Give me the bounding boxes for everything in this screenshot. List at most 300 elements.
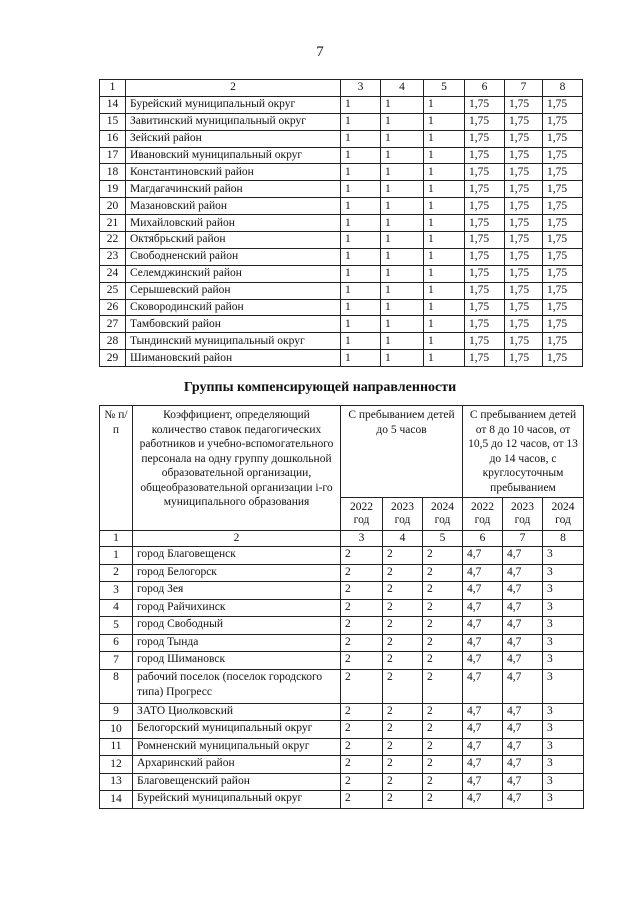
coefficient-value: 1 — [341, 215, 381, 232]
coefficient-value: 1,75 — [465, 215, 505, 232]
coefficient-value: 1,75 — [465, 198, 505, 215]
coefficient-value: 4,7 — [503, 617, 543, 635]
coefficient-value: 2 — [341, 738, 383, 756]
coefficient-value: 1 — [381, 164, 424, 181]
table-row — [100, 738, 584, 756]
coefficient-value: 4,7 — [503, 703, 543, 721]
row-number: 14 — [100, 96, 126, 113]
coefficient-value: 2 — [383, 564, 423, 582]
municipality-name: город Благовещенск — [133, 547, 341, 565]
header-year: 2024 год — [423, 498, 463, 531]
coefficient-value: 2 — [423, 756, 463, 774]
compensatory-groups-table — [99, 405, 584, 809]
coefficient-value: 4,7 — [463, 582, 503, 600]
coefficient-value: 2 — [383, 652, 423, 670]
coefficient-value: 2 — [423, 721, 463, 739]
table-row — [100, 130, 583, 147]
coefficient-value: 1,75 — [465, 113, 505, 130]
header-index-row — [100, 80, 583, 97]
coefficient-value: 4,7 — [503, 582, 543, 600]
row-number: 3 — [100, 582, 133, 600]
municipality-name: Завитинский муниципальный округ — [126, 113, 341, 130]
coefficient-value: 3 — [543, 564, 584, 582]
coefficient-value: 1 — [424, 248, 465, 265]
coefficient-value: 1,75 — [505, 147, 543, 164]
coefficient-value: 1 — [424, 282, 465, 299]
header-year: 2022 год — [341, 498, 383, 531]
coefficient-value: 2 — [423, 617, 463, 635]
coefficient-value: 1 — [381, 113, 424, 130]
coefficient-value: 1,75 — [505, 282, 543, 299]
coefficient-value: 4,7 — [463, 547, 503, 565]
coefficient-value: 2 — [423, 791, 463, 809]
row-number: 2 — [100, 564, 133, 582]
coefficient-value: 1 — [341, 333, 381, 350]
municipality-name: Константиновский район — [126, 164, 341, 181]
column-index: 5 — [424, 80, 465, 97]
table-row — [100, 773, 584, 791]
column-index: 1 — [100, 80, 126, 97]
row-number: 29 — [100, 350, 126, 367]
coefficient-value: 1,75 — [465, 232, 505, 249]
coefficient-value: 4,7 — [503, 564, 543, 582]
coefficient-value: 4,7 — [503, 773, 543, 791]
column-index: 5 — [423, 531, 463, 547]
coefficient-value: 4,7 — [463, 634, 503, 652]
coefficient-value: 1 — [341, 113, 381, 130]
coefficient-value: 1,75 — [543, 113, 583, 130]
coefficient-value: 1 — [341, 248, 381, 265]
coefficient-value: 1 — [381, 282, 424, 299]
municipality-name: Ивановский муниципальный округ — [126, 147, 341, 164]
row-number: 27 — [100, 316, 126, 333]
coefficient-value: 1 — [381, 299, 424, 316]
coefficient-value: 1 — [424, 350, 465, 367]
column-index: 1 — [100, 531, 133, 547]
table-row — [100, 282, 583, 299]
row-number: 19 — [100, 181, 126, 198]
coefficient-value: 1,75 — [505, 130, 543, 147]
coefficient-value: 4,7 — [503, 547, 543, 565]
coefficient-value: 1,75 — [505, 164, 543, 181]
coefficient-value: 2 — [341, 756, 383, 774]
coefficient-value: 2 — [383, 773, 423, 791]
coefficient-value: 1 — [424, 164, 465, 181]
table-row — [100, 634, 584, 652]
table-row — [100, 350, 583, 367]
coefficient-value: 2 — [423, 599, 463, 617]
coefficient-value: 4,7 — [463, 738, 503, 756]
column-index: 4 — [381, 80, 424, 97]
column-index: 3 — [341, 80, 381, 97]
coefficient-value: 4,7 — [503, 652, 543, 670]
municipality-name: Благовещенский район — [133, 773, 341, 791]
coefficient-value: 1,75 — [505, 248, 543, 265]
municipality-name: Мазановский район — [126, 198, 341, 215]
coefficient-value: 1,75 — [465, 181, 505, 198]
coefficient-value: 4,7 — [503, 721, 543, 739]
coefficient-value: 1,75 — [465, 130, 505, 147]
row-number: 12 — [100, 756, 133, 774]
municipality-name: Бурейский муниципальный округ — [126, 96, 341, 113]
table-row — [100, 599, 584, 617]
coefficient-value: 1 — [424, 299, 465, 316]
coefficient-value: 2 — [341, 721, 383, 739]
coefficient-value: 1,75 — [465, 164, 505, 181]
coefficient-value: 3 — [543, 547, 584, 565]
coefficient-value: 3 — [543, 773, 584, 791]
header-year: 2024 год — [543, 498, 584, 531]
coefficient-value: 2 — [341, 791, 383, 809]
coefficient-value: 1 — [424, 96, 465, 113]
header-index-row — [100, 531, 584, 547]
coefficient-value: 1,75 — [543, 316, 583, 333]
coefficient-value: 2 — [341, 669, 383, 703]
coefficient-value: 1 — [341, 164, 381, 181]
header-group-long-stay: С пребыванием детей от 8 до 10 часов, от 10,5 до 12 часов, от 13 до 14 часов, с круглосуточным пребыванием — [463, 406, 584, 498]
coefficient-value: 2 — [383, 582, 423, 600]
coefficient-value: 1 — [381, 96, 424, 113]
coefficient-value: 1,75 — [543, 198, 583, 215]
column-index: 7 — [503, 531, 543, 547]
row-number: 11 — [100, 738, 133, 756]
row-number: 15 — [100, 113, 126, 130]
header-coefficient: Коэффициент, определяющий количество ставок педагогических работников и учебно-вспомогательного персонала на одну группу дошкольной образовательной организации, общеобразовательной организации i-го муниципального образования — [133, 406, 341, 531]
header-year: 2022 год — [463, 498, 503, 531]
municipality-name: ЗАТО Циолковский — [133, 703, 341, 721]
coefficient-value: 2 — [341, 547, 383, 565]
municipality-name: Тамбовский район — [126, 316, 341, 333]
coefficient-value: 3 — [543, 617, 584, 635]
coefficient-value: 4,7 — [503, 599, 543, 617]
municipality-name: Сковородинский район — [126, 299, 341, 316]
municipality-name: Магдагачинский район — [126, 181, 341, 198]
coefficient-value: 1 — [381, 130, 424, 147]
municipality-name: Селемджинский район — [126, 265, 341, 282]
coefficient-value: 1,75 — [465, 316, 505, 333]
coefficient-value: 2 — [423, 564, 463, 582]
coefficient-value: 1 — [381, 215, 424, 232]
municipality-name: Тындинский муниципальный округ — [126, 333, 341, 350]
coefficient-value: 1 — [341, 147, 381, 164]
coefficient-value: 1 — [341, 96, 381, 113]
coefficient-value: 1,75 — [465, 96, 505, 113]
coefficient-value: 2 — [423, 547, 463, 565]
coefficient-value: 1,75 — [543, 265, 583, 282]
column-index: 3 — [341, 531, 383, 547]
municipality-name: Михайловский район — [126, 215, 341, 232]
column-index: 7 — [505, 80, 543, 97]
coefficient-value: 1 — [381, 147, 424, 164]
coefficient-value: 1,75 — [505, 232, 543, 249]
column-index: 8 — [543, 531, 584, 547]
coefficient-value: 2 — [341, 564, 383, 582]
coefficient-value: 3 — [543, 599, 584, 617]
coefficient-value: 1,75 — [543, 130, 583, 147]
coefficient-value: 1,75 — [505, 316, 543, 333]
coefficient-value: 3 — [543, 791, 584, 809]
coefficient-value: 1,75 — [465, 248, 505, 265]
municipality-name: город Зея — [133, 582, 341, 600]
row-number: 26 — [100, 299, 126, 316]
municipality-name: Ромненский муниципальный округ — [133, 738, 341, 756]
row-number: 14 — [100, 791, 133, 809]
coefficient-value: 2 — [423, 582, 463, 600]
coefficient-value: 1 — [341, 232, 381, 249]
column-index: 8 — [543, 80, 583, 97]
coefficient-value: 4,7 — [463, 756, 503, 774]
municipality-name: Свободненский район — [126, 248, 341, 265]
municipality-name: город Свободный — [133, 617, 341, 635]
coefficient-value: 1,75 — [505, 96, 543, 113]
table-row — [100, 232, 583, 249]
coefficient-value: 2 — [383, 634, 423, 652]
coefficient-value: 2 — [383, 738, 423, 756]
row-number: 4 — [100, 599, 133, 617]
municipality-name: Октябрьский район — [126, 232, 341, 249]
row-number: 23 — [100, 248, 126, 265]
table-row — [100, 147, 583, 164]
municipality-name: Серышевский район — [126, 282, 341, 299]
header-year: 2023 год — [503, 498, 543, 531]
table-row — [100, 265, 583, 282]
row-number: 18 — [100, 164, 126, 181]
coefficient-value: 2 — [383, 721, 423, 739]
row-number: 8 — [100, 669, 133, 703]
coefficient-value: 2 — [423, 738, 463, 756]
coefficient-value: 4,7 — [463, 773, 503, 791]
coefficient-value: 1 — [341, 282, 381, 299]
coefficient-value: 3 — [543, 582, 584, 600]
coefficient-value: 4,7 — [463, 703, 503, 721]
table-row — [100, 669, 584, 703]
coefficient-value: 1 — [341, 198, 381, 215]
coefficient-value: 4,7 — [463, 791, 503, 809]
table-row — [100, 299, 583, 316]
municipality-name: Белогорский муниципальный округ — [133, 721, 341, 739]
municipality-name: Зейский район — [126, 130, 341, 147]
row-number: 9 — [100, 703, 133, 721]
coefficient-value: 1 — [341, 265, 381, 282]
section-title: Группы компенсирующей направленности — [183, 380, 457, 395]
coefficient-value: 2 — [383, 756, 423, 774]
coefficient-value: 3 — [543, 738, 584, 756]
coefficient-value: 1 — [424, 130, 465, 147]
municipality-name: рабочий поселок (поселок городского типа) Прогресс — [133, 669, 341, 703]
coefficient-value: 1 — [381, 181, 424, 198]
coefficient-value: 2 — [341, 634, 383, 652]
table-row — [100, 333, 583, 350]
coefficient-value: 1,75 — [543, 96, 583, 113]
table-row — [100, 564, 584, 582]
coefficient-value: 1,75 — [543, 282, 583, 299]
coefficient-value: 1,75 — [543, 147, 583, 164]
coefficient-value: 2 — [423, 634, 463, 652]
coefficient-value: 2 — [423, 773, 463, 791]
coefficient-value: 1,75 — [505, 265, 543, 282]
municipality-name: Шимановский район — [126, 350, 341, 367]
coefficient-value: 1,75 — [543, 248, 583, 265]
coefficient-value: 4,7 — [463, 617, 503, 635]
page-number: 7 — [316, 44, 324, 60]
coefficient-value: 1 — [424, 113, 465, 130]
coefficient-value: 4,7 — [503, 634, 543, 652]
coefficient-value: 2 — [341, 599, 383, 617]
coefficient-value: 1 — [381, 350, 424, 367]
row-number: 6 — [100, 634, 133, 652]
table-row — [100, 316, 583, 333]
coefficient-value: 1 — [424, 215, 465, 232]
coefficient-value: 4,7 — [503, 791, 543, 809]
row-number: 7 — [100, 652, 133, 670]
coefficient-value: 1 — [381, 333, 424, 350]
coefficient-value: 1 — [424, 147, 465, 164]
table-row — [100, 215, 583, 232]
table-row — [100, 181, 583, 198]
coefficient-value: 4,7 — [463, 652, 503, 670]
coefficient-value: 4,7 — [463, 564, 503, 582]
coefficient-value: 1,75 — [465, 350, 505, 367]
coefficient-value: 1,75 — [505, 333, 543, 350]
coefficient-value: 1 — [424, 181, 465, 198]
table-row — [100, 791, 584, 809]
header-number: № п/п — [100, 406, 133, 531]
coefficient-value: 1,75 — [465, 299, 505, 316]
row-number: 5 — [100, 617, 133, 635]
coefficient-value: 1,75 — [543, 181, 583, 198]
row-number: 17 — [100, 147, 126, 164]
coefficient-value: 1,75 — [543, 164, 583, 181]
coefficient-value: 3 — [543, 652, 584, 670]
coefficient-value: 4,7 — [503, 756, 543, 774]
coefficient-value: 2 — [423, 703, 463, 721]
coefficient-value: 1 — [341, 130, 381, 147]
coefficient-value: 1,75 — [505, 113, 543, 130]
row-number: 13 — [100, 773, 133, 791]
coefficient-value: 3 — [543, 721, 584, 739]
coefficient-value: 2 — [341, 652, 383, 670]
coefficient-value: 4,7 — [463, 721, 503, 739]
coefficient-value: 4,7 — [463, 669, 503, 703]
coefficient-value: 1 — [381, 248, 424, 265]
coefficient-value: 1 — [341, 299, 381, 316]
coefficients-table-continued — [99, 79, 583, 367]
table-row — [100, 703, 584, 721]
coefficient-value: 2 — [341, 703, 383, 721]
coefficient-value: 1,75 — [505, 215, 543, 232]
table-row — [100, 582, 584, 600]
coefficient-value: 1,75 — [465, 282, 505, 299]
row-number: 1 — [100, 547, 133, 565]
coefficient-value: 2 — [383, 703, 423, 721]
table-row — [100, 756, 584, 774]
coefficient-value: 1 — [424, 316, 465, 333]
coefficient-value: 1,75 — [543, 215, 583, 232]
header-group-under-5h: С пребыванием детей до 5 часов — [341, 406, 463, 498]
coefficient-value: 1 — [424, 333, 465, 350]
coefficient-value: 2 — [341, 582, 383, 600]
coefficient-value: 2 — [423, 669, 463, 703]
coefficient-value: 2 — [383, 599, 423, 617]
table-row — [100, 198, 583, 215]
municipality-name: Бурейский муниципальный округ — [133, 791, 341, 809]
coefficient-value: 1,75 — [465, 147, 505, 164]
municipality-name: Архаринский район — [133, 756, 341, 774]
coefficient-value: 3 — [543, 634, 584, 652]
coefficient-value: 1 — [424, 232, 465, 249]
table-row — [100, 96, 583, 113]
coefficient-value: 1,75 — [543, 299, 583, 316]
table-row — [100, 721, 584, 739]
row-number: 20 — [100, 198, 126, 215]
coefficient-value: 1 — [424, 265, 465, 282]
coefficient-value: 1 — [341, 350, 381, 367]
header-year: 2023 год — [383, 498, 423, 531]
coefficient-value: 1,75 — [505, 181, 543, 198]
table-row — [100, 617, 584, 635]
coefficient-value: 1 — [341, 316, 381, 333]
row-number: 25 — [100, 282, 126, 299]
coefficient-value: 1 — [381, 316, 424, 333]
row-number: 16 — [100, 130, 126, 147]
coefficient-value: 1,75 — [543, 350, 583, 367]
coefficient-value: 2 — [423, 652, 463, 670]
coefficient-value: 2 — [341, 773, 383, 791]
coefficient-value: 2 — [383, 617, 423, 635]
coefficient-value: 1,75 — [465, 333, 505, 350]
row-number: 10 — [100, 721, 133, 739]
table-row — [100, 652, 584, 670]
municipality-name: город Райчихинск — [133, 599, 341, 617]
coefficient-value: 4,7 — [463, 599, 503, 617]
coefficient-value: 1,75 — [505, 198, 543, 215]
coefficient-value: 1 — [341, 181, 381, 198]
row-number: 21 — [100, 215, 126, 232]
municipality-name: город Шимановск — [133, 652, 341, 670]
coefficient-value: 3 — [543, 703, 584, 721]
coefficient-value: 2 — [341, 617, 383, 635]
coefficient-value: 1 — [424, 198, 465, 215]
table-row — [100, 248, 583, 265]
coefficient-value: 2 — [383, 791, 423, 809]
municipality-name: город Тында — [133, 634, 341, 652]
row-number: 24 — [100, 265, 126, 282]
coefficient-value: 1 — [381, 198, 424, 215]
municipality-name: город Белогорск — [133, 564, 341, 582]
column-index: 6 — [465, 80, 505, 97]
coefficient-value: 3 — [543, 756, 584, 774]
coefficient-value: 1,75 — [505, 299, 543, 316]
coefficient-value: 3 — [543, 669, 584, 703]
column-index: 6 — [463, 531, 503, 547]
coefficient-value: 1 — [381, 232, 424, 249]
coefficient-value: 1,75 — [543, 232, 583, 249]
coefficient-value: 4,7 — [503, 738, 543, 756]
coefficient-value: 2 — [383, 547, 423, 565]
table-row — [100, 113, 583, 130]
row-number: 22 — [100, 232, 126, 249]
column-index: 2 — [126, 80, 341, 97]
coefficient-value: 1,75 — [543, 333, 583, 350]
coefficient-value: 1 — [381, 265, 424, 282]
coefficient-value: 1,75 — [465, 265, 505, 282]
table-row — [100, 164, 583, 181]
table-row — [100, 547, 584, 565]
column-index: 4 — [383, 531, 423, 547]
coefficient-value: 2 — [383, 669, 423, 703]
coefficient-value: 1,75 — [505, 350, 543, 367]
coefficient-value: 4,7 — [503, 669, 543, 703]
